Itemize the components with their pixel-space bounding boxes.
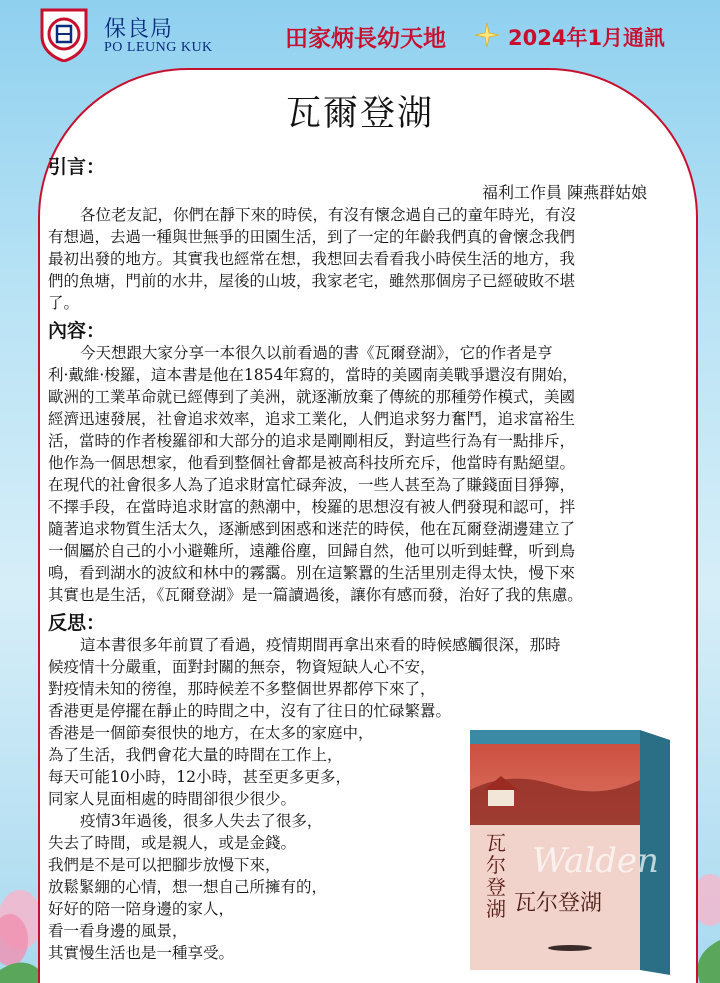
text-line: 他作為一個思想家，他看到整個社會都是被高科技所充斥，他當時有點絕望。 (48, 454, 576, 472)
org-name-chinese: 保良局 (104, 17, 174, 42)
text-line: 放鬆緊綳的心情，想一想自己所擁有的， (48, 878, 328, 896)
text-line: 其實慢生活也是一種享受。 (48, 944, 235, 962)
text-line: 其實也是生活，《瓦爾登湖》是一篇讀過後，讓你有感而發，治好了我的焦慮。 (48, 586, 583, 604)
po-leung-kuk-logo-icon (38, 6, 90, 62)
text-line: 有想過，去過一種與世無爭的田園生活，到了一定的年齡我們真的會懷念我們 (48, 228, 576, 246)
reflection-heading: 反思： (48, 612, 106, 634)
walden-book-cover (470, 730, 670, 975)
issue-date: 2024年1月通訊 (508, 26, 666, 50)
text-line: 們的魚塘，門前的水井，屋後的山坡，我家老宅，雖然那個房子已經破敗不堪 (48, 272, 576, 290)
text-line: 為了生活，我們會花大量的時間在工作上， (48, 746, 343, 764)
intro-heading: 引言： (48, 156, 106, 178)
text-line: 歐洲的工業革命就已經傳到了美洲，就逐漸放棄了傳統的那種勞作模式，美國 (48, 388, 576, 406)
text-line: 看一看身邊的風景， (48, 922, 188, 940)
text-line: 候疫情十分嚴重，面對封關的無奈，物資短缺人心不安， (48, 658, 436, 676)
book-title-vertical: 瓦尔登湖 (486, 831, 506, 921)
org-name-english: PO LEUNG KUK (104, 40, 213, 55)
text-line: 失去了時間，或是親人，或是金錢。 (48, 834, 297, 852)
newsletter-header (0, 0, 720, 68)
text-line: 香港是一個節奏很快的地方，在太多的家庭中， (48, 724, 374, 742)
text-line: 利·戴維·梭羅，這本書是他在1854年寫的，當時的美國南美戰爭還沒有開始， (48, 366, 578, 384)
text-line: 這本書很多年前買了看過，疫情期間再拿出來看的時候感觸很深，那時 (80, 636, 561, 654)
text-line: 經濟迅速發展，社會追求效率，追求工業化，人們追求努力奮鬥，追求富裕生 (48, 410, 576, 428)
text-line: 了。 (48, 294, 80, 312)
text-line: 鳴，看到湖水的波紋和林中的霧靄。別在這繁囂的生活里別走得太快，慢下來 (48, 564, 576, 582)
content-heading: 內容： (48, 320, 106, 342)
text-line: 一個屬於自己的小小避難所，遠離俗塵，回歸自然，他可以听到蛙聲，听到鳥 (48, 542, 576, 560)
text-line: 活，當時的作者梭羅卻和大部分的追求是剛剛相反，對這些行為有一點排斥， (48, 432, 576, 450)
sparkle-star-icon (474, 22, 500, 48)
text-line: 對疫情未知的徬徨，那時候差不多整個世界都停下來了， (48, 680, 436, 698)
centre-name: 田家炳長幼天地 (285, 26, 446, 52)
author-credit: 福利工作員 陳燕群姑娘 (482, 183, 648, 202)
text-line: 各位老友記，你們在靜下來的時侯，有沒有懷念過自己的童年時光，有沒 (80, 206, 577, 224)
intro-paragraph (48, 204, 698, 314)
text-line: 每天可能10小時，12小時，甚至更多更多， (48, 768, 351, 786)
book-script-title: Walden (532, 841, 659, 881)
text-line: 隨著追求物質生活太久，逐漸感到困惑和迷茫的時侯，他在瓦爾登湖邊建立了 (48, 520, 576, 538)
article-title: 瓦爾登湖 (285, 94, 434, 134)
text-line: 香港更是停擺在靜止的時間之中，沒有了往日的忙碌繁囂。 (48, 702, 452, 720)
text-line: 我們是不是可以把腳步放慢下來， (48, 856, 281, 874)
text-line: 疫情3年過後，很多人失去了很多， (80, 812, 323, 830)
text-line: 不擇手段，在當時追求財富的熱潮中，梭羅的思想沒有被人們發現和認可，拌 (48, 498, 576, 516)
text-line: 今天想跟大家分享一本很久以前看過的書《瓦爾登湖》，它的作者是亨 (80, 344, 553, 362)
text-line: 好好的陪一陪身邊的家人， (48, 900, 235, 918)
text-line: 同家人見面相處的時間卻很少很少。 (48, 790, 297, 808)
book-title-horizontal: 瓦尔登湖 (514, 891, 603, 916)
text-line: 在現代的社會很多人為了追求財富忙碌奔波，一些人甚至為了賺錢面目猙獰， (48, 476, 576, 494)
content-paragraph (48, 342, 698, 606)
text-line: 最初出發的地方。其實我也經常在想，我想回去看看我小時侯生活的地方，我 (48, 250, 576, 268)
